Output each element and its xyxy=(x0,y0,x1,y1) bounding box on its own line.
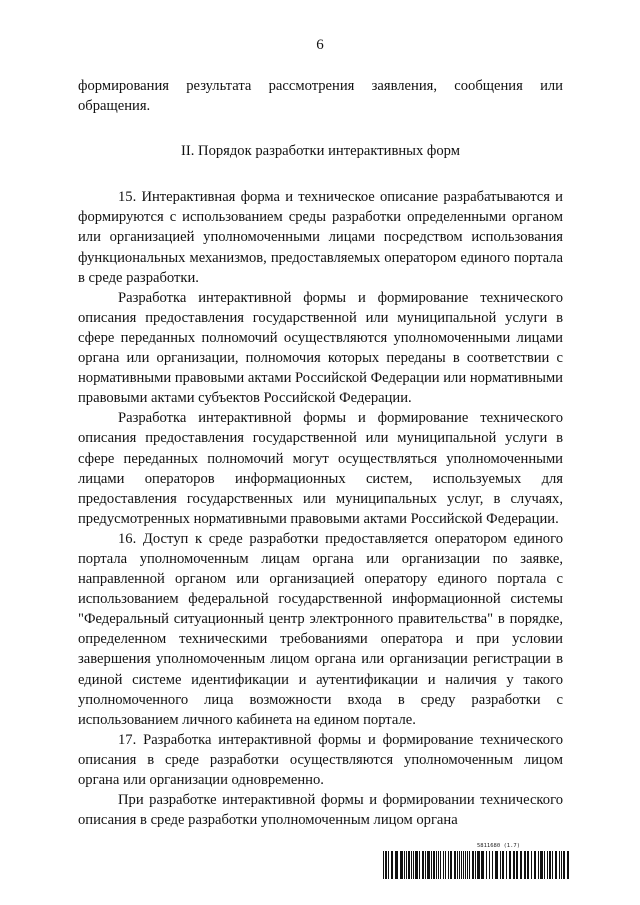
section-heading: II. Порядок разработки интерактивных форм xyxy=(181,143,460,160)
barcode-bar xyxy=(547,851,548,879)
barcode-bar xyxy=(502,851,504,879)
paragraph-17-continued: При разработке интерактивной формы и формировании технического описания в среде разработки уполномоченным лицом органа xyxy=(78,792,563,829)
barcode-bar xyxy=(413,851,414,879)
barcode-bar xyxy=(489,851,490,879)
barcode-bar xyxy=(563,851,565,879)
barcode-bar xyxy=(436,851,437,879)
barcode-bar xyxy=(561,851,562,879)
paragraph-17: 17. Разработка интерактивной формы и формирование технического описания в среде разработки осуществляются уполномоченным лицом органа или организации одновременно. xyxy=(78,731,563,788)
barcode-bar xyxy=(513,851,515,879)
barcode-caption: 5811680 (1.7) xyxy=(477,843,521,849)
barcode-bar xyxy=(486,851,487,879)
barcode-bar xyxy=(538,851,539,879)
barcode-bar xyxy=(408,851,410,879)
barcode-bar xyxy=(457,851,458,879)
barcode-bar xyxy=(388,851,389,879)
barcode-bar xyxy=(555,851,557,879)
barcode-bar xyxy=(454,851,456,879)
barcode-bar xyxy=(475,851,476,879)
paragraph-15: 15. Интерактивная форма и техническое описание разрабатываются и формируются с использованием среды разработки определенными органом или организацией уполномоченными лицами посредством использования функциональных механизмов, предоставляемых оператором единого портала в среде разработки. xyxy=(78,189,563,286)
document-body xyxy=(78,76,563,830)
barcode-bar xyxy=(500,851,501,879)
page-number: 6 xyxy=(316,37,324,53)
barcode-bar xyxy=(540,851,543,879)
barcode-bar xyxy=(472,851,474,879)
barcode-bar xyxy=(427,851,430,879)
barcode-bar xyxy=(391,851,393,879)
barcode-bar xyxy=(433,851,435,879)
barcode-bar xyxy=(400,851,403,879)
barcode-bar xyxy=(431,851,432,879)
barcode-bar xyxy=(438,851,439,879)
barcode-bar xyxy=(385,851,387,879)
paragraph-information-system-operators: Разработка интерактивной формы и формирование технического описания предоставления государственной или муниципальной услуги в сфере переданных полномочий могут осуществляться уполномоченными лицами операторов информационных систем, используемых для предоставления государственных или муниципальных услуг, в случаях, предусмотренных нормативными правовыми актами Российской Федерации. xyxy=(78,410,563,527)
barcode-bar xyxy=(527,851,529,879)
barcode-bar xyxy=(552,851,553,879)
barcode-bar xyxy=(459,851,460,879)
barcode-bar xyxy=(567,851,569,879)
barcode-bar xyxy=(544,851,545,879)
barcode-bar xyxy=(461,851,462,879)
barcode-bar xyxy=(516,851,518,879)
continuation-paragraph: формирования результата рассмотрения заявления, сообщения или обращения. xyxy=(78,78,563,115)
barcode-bar xyxy=(448,851,449,879)
barcode-bar xyxy=(411,851,412,879)
barcode-bar xyxy=(467,851,468,879)
barcode-bar xyxy=(425,851,426,879)
barcode-bar xyxy=(465,851,466,879)
barcode-bar xyxy=(419,851,420,879)
document-barcode-area xyxy=(383,843,569,881)
barcode-bar xyxy=(492,851,493,879)
paragraph-delegated-powers: Разработка интерактивной формы и формирование технического описания предоставления государственной или муниципальной услуги в сфере переданных полномочий осуществляются уполномоченными лицами органа или организации, полномочия которых переданы в соответствии с нормативными правовыми актами Российской Федерации или нормативными правовыми актами субъектов Российской Федерации. xyxy=(78,289,563,407)
barcode-bar xyxy=(520,851,522,879)
barcode-bar xyxy=(406,851,407,879)
barcode-bar xyxy=(443,851,444,879)
barcode-bar xyxy=(450,851,452,879)
barcode-icon xyxy=(383,851,569,879)
barcode-bar xyxy=(477,851,480,879)
barcode-bar xyxy=(445,851,446,879)
barcode-bar xyxy=(509,851,511,879)
barcode-bar xyxy=(531,851,532,879)
barcode-bar xyxy=(534,851,536,879)
barcode-bar xyxy=(415,851,418,879)
barcode-bar xyxy=(495,851,498,879)
barcode-bar xyxy=(440,851,441,879)
barcode-bar xyxy=(549,851,551,879)
barcode-bar xyxy=(395,851,398,879)
barcode-bar xyxy=(422,851,424,879)
barcode-bar xyxy=(383,851,384,879)
paragraph-16: 16. Доступ к среде разработки предоставляется оператором единого портала уполномоченным лицам органа или организации по заявке, направленной органом или организацией оператору единого портала с использованием федеральной государственной информационной системы "Федеральный ситуационный центр электронного правительства" в порядке, определенном техническими требованиями оператора и при условии завершения уполномоченным лицом органа или организации регистрации в единой системе идентификации и аутентификации и наличия у такого уполномоченного лица возможности входа в среду разработки с использованием личного кабинета на едином портале. xyxy=(78,530,563,728)
barcode-bar xyxy=(559,851,560,879)
barcode-bar xyxy=(404,851,405,879)
barcode-bar xyxy=(469,851,470,879)
barcode-bar xyxy=(481,851,484,879)
barcode-bar xyxy=(463,851,464,879)
barcode-bar xyxy=(506,851,507,879)
barcode-bar xyxy=(524,851,526,879)
